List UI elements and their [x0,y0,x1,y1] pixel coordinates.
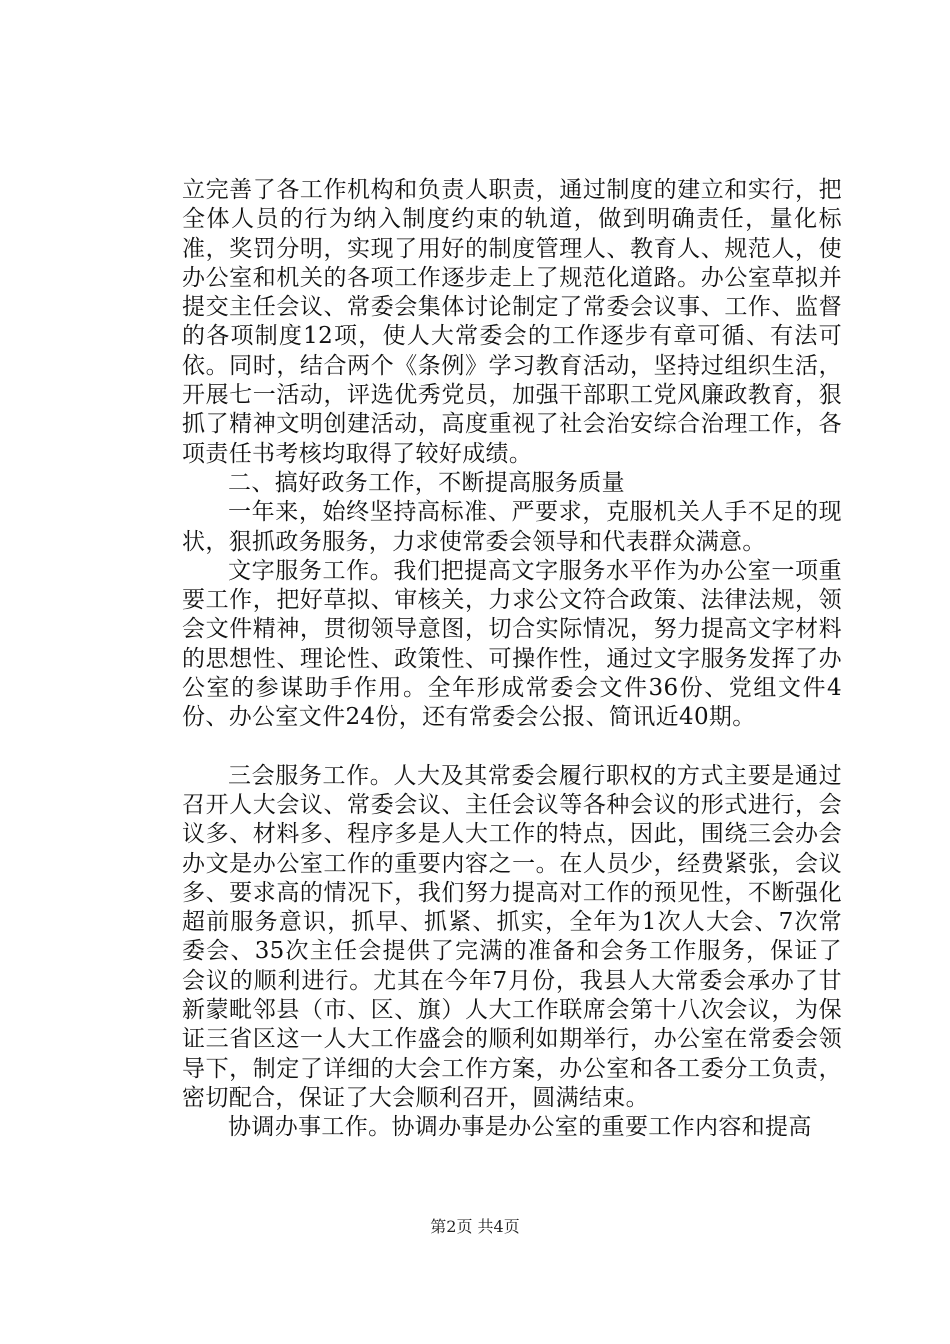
document-body [182,176,842,1143]
page-number: 第2页 共4页 [430,1217,520,1236]
page-footer [0,1217,950,1237]
paragraph-intro: 一年来，始终坚持高标准、严要求，克服机关人手不足的现状，狠抓政务服务，力求使常委会领导和代表群众满意。 [182,499,842,555]
paragraph-meeting-service: 三会服务工作。人大及其常委会履行职权的方式主要是通过召开人大会议、常委会议、主任会议等各种会议的形式进行，会议多、材料多、程序多是人大工作的特点，因此，围绕三会办会办文是办公室工作的重要内容之一。在人员少，经费紧张，会议多、要求高的情况下，我们努力提高对工作的预见性，不断强化超前服务意识，抓早、抓紧、抓实，全年为1次人大会、7次常委会、35次主任会提供了完满的准备和会务工作服务，保证了会议的顺利进行。尤其在今年7月份，我县人大常委会承办了甘新蒙毗邻县（市、区、旗）人大工作联席会第十八次会议，为保证三省区这一人大工作盛会的顺利如期举行，办公室在常委会领导下，制定了详细的大会工作方案，办公室和各工委分工负责，密切配合，保证了大会顺利召开，圆满结束。 [182,762,842,1111]
paragraph-text-service: 文字服务工作。我们把提高文字服务水平作为办公室一项重要工作，把好草拟、审核关，力求公文符合政策、法律法规，领会文件精神，贯彻领导意图，切合实际情况，努力提高文字材料的思想性、理论性、政策性、可操作性，通过文字服务发挥了办公室的参谋助手作用。全年形成常委会文件36份、党组文件4份、办公室文件24份，还有常委会公报、简讯近40期。 [182,557,842,731]
section-heading: 二、搞好政务工作，不断提高服务质量 [228,469,625,496]
paragraph-coordination: 协调办事工作。协调办事是办公室的重要工作内容和提高 [228,1114,812,1141]
paragraph-continuation: 立完善了各工作机构和负责人职责，通过制度的建立和实行，把全体人员的行为纳入制度约束的轨道，做到明确责任，量化标准，奖罚分明，实现了用好的制度管理人、教育人、规范人，使办公室和机关的各项工作逐步走上了规范化道路。办公室草拟并提交主任会议、常委会集体讨论制定了常委会议事、工作、监督的各项制度12项，使人大常委会的工作逐步有章可循、有法可依。同时，结合两个《条例》学习教育活动，坚持过组织生活，开展七一活动，评选优秀党员，加强干部职工党风廉政教育，狠抓了精神文明创建活动，高度重视了社会治安综合治理工作，各项责任书考核均取得了较好成绩。 [182,177,842,467]
